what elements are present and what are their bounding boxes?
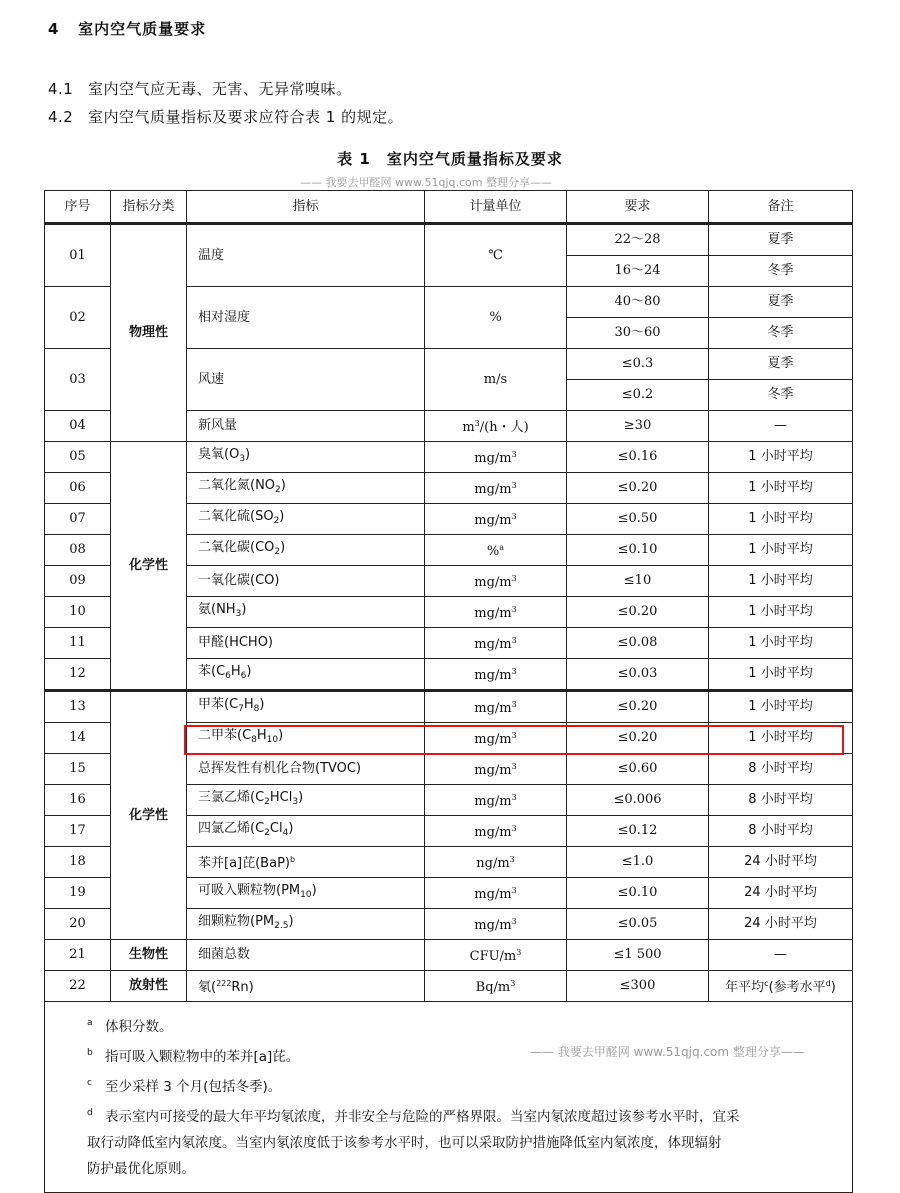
requirement: ≤0.20 xyxy=(567,597,709,628)
requirement: 40～80 xyxy=(567,287,709,318)
paragraph-4-1 xyxy=(48,78,352,99)
category-biological: 生物性 xyxy=(111,940,187,971)
category-physical: 物理性 xyxy=(111,224,187,442)
unit: %$^a$ xyxy=(425,535,567,566)
indicator-name: 甲苯$(C_7H_8)$ xyxy=(187,691,425,723)
requirement: ≤0.10 xyxy=(567,535,709,566)
paragraph-number: 4.1 xyxy=(48,80,74,98)
unit: $mg/m^3$ xyxy=(425,785,567,816)
row-no: 19 xyxy=(45,878,111,909)
requirement: ≤0.10 xyxy=(567,878,709,909)
unit: ℃ xyxy=(425,224,567,287)
table-row xyxy=(45,940,853,971)
indicator-name: 氡($^{222}$Rn) xyxy=(187,971,425,1002)
unit: $mg/m^3$ xyxy=(425,473,567,504)
row-no: 13 xyxy=(45,691,111,723)
requirement: ≤0.03 xyxy=(567,659,709,691)
remark: 1 小时平均 xyxy=(709,566,853,597)
footnote-b: b 指可吸入颗粒物中的苯并[a]芘。 xyxy=(87,1048,300,1065)
footnote-d-line-2: 取行动降低室内氡浓度。当室内氡浓度低于该参考水平时，也可以采取防护措施降低室内氡浓度，体现辐射 xyxy=(87,1135,722,1151)
row-no: 10 xyxy=(45,597,111,628)
remark: 1 小时平均 xyxy=(709,597,853,628)
header-requirement: 要求 xyxy=(567,191,709,224)
row-no: 08 xyxy=(45,535,111,566)
requirement: ≤1.0 xyxy=(567,847,709,878)
indicator-name: 氨$(NH_3)$ xyxy=(187,597,425,628)
watermark-top: —— 我要去甲醛网 www.51qjq.com 整理分享—— xyxy=(300,176,552,189)
indicator-name: 细菌总数 xyxy=(187,940,425,971)
unit: $mg/m^3$ xyxy=(425,597,567,628)
remark: 1 小时平均 xyxy=(709,473,853,504)
remark: 8 小时平均 xyxy=(709,754,853,785)
indicator-name: 总挥发性有机化合物(TVOC) xyxy=(187,754,425,785)
footnotes xyxy=(45,1002,853,1193)
remark: 年平均$^c$(参考水平$^d$) xyxy=(709,971,853,1002)
table-caption: 表 1 室内空气质量指标及要求 xyxy=(337,150,563,168)
indicator-name: 二甲苯$(C_8H_{10})$ xyxy=(187,723,425,754)
indicator-name: 新风量 xyxy=(187,411,425,442)
indicator-name: 二氧化硫$(SO_2)$ xyxy=(187,504,425,535)
requirement: ≤0.006 xyxy=(567,785,709,816)
remark: 夏季 xyxy=(709,349,853,380)
header-no: 序号 xyxy=(45,191,111,224)
requirement: ≤0.08 xyxy=(567,628,709,659)
requirement: ≥30 xyxy=(567,411,709,442)
row-no: 15 xyxy=(45,754,111,785)
requirement: ≤10 xyxy=(567,566,709,597)
row-no: 21 xyxy=(45,940,111,971)
remark: 8 小时平均 xyxy=(709,785,853,816)
indicator-name: 风速 xyxy=(187,349,425,411)
unit: $Bq/m^3$ xyxy=(425,971,567,1002)
unit: $mg/m^3$ xyxy=(425,628,567,659)
row-no: 16 xyxy=(45,785,111,816)
remark: 24 小时平均 xyxy=(709,878,853,909)
unit: $mg/m^3$ xyxy=(425,909,567,940)
footnote-a: a 体积分数。 xyxy=(87,1018,173,1035)
unit: $m^3/(h$・人) xyxy=(425,411,567,442)
paragraph-text: 室内空气质量指标及要求应符合表 1 的规定。 xyxy=(88,108,404,126)
unit: $mg/m^3$ xyxy=(425,816,567,847)
unit: $ng/m^3$ xyxy=(425,847,567,878)
row-no: 20 xyxy=(45,909,111,940)
table-row xyxy=(45,442,853,473)
requirement: ≤0.12 xyxy=(567,816,709,847)
requirement: ≤0.3 xyxy=(567,349,709,380)
table-row xyxy=(45,224,853,256)
remark: 1 小时平均 xyxy=(709,442,853,473)
requirement: ≤0.60 xyxy=(567,754,709,785)
table-header-row xyxy=(45,191,853,224)
category-chemical: 化学性 xyxy=(111,442,187,691)
row-no: 17 xyxy=(45,816,111,847)
row-no: 06 xyxy=(45,473,111,504)
remark: 1 小时平均 xyxy=(709,691,853,723)
watermark-bottom: —— 我要去甲醛网 www.51qjq.com 整理分享—— xyxy=(530,1045,805,1059)
remark: — xyxy=(709,940,853,971)
remark: 冬季 xyxy=(709,318,853,349)
paragraph-number: 4.2 xyxy=(48,108,74,126)
paragraph-text: 室内空气应无毒、无害、无异常嗅味。 xyxy=(88,80,352,98)
requirement: 30～60 xyxy=(567,318,709,349)
remark: 24 小时平均 xyxy=(709,847,853,878)
unit: $mg/m^3$ xyxy=(425,566,567,597)
indicator-name: 可吸入颗粒物$(PM_{10})$ xyxy=(187,878,425,909)
category-radioactive: 放射性 xyxy=(111,971,187,1002)
footnote-c: c 至少采样 3 个月(包括冬季)。 xyxy=(87,1078,282,1095)
unit: CFU/$m^3$ xyxy=(425,940,567,971)
remark: 1 小时平均 xyxy=(709,628,853,659)
requirement: ≤0.20 xyxy=(567,691,709,723)
paragraph-4-2 xyxy=(48,106,403,127)
unit: $mg/m^3$ xyxy=(425,754,567,785)
unit: $mg/m^3$ xyxy=(425,504,567,535)
unit: % xyxy=(425,287,567,349)
remark: 8 小时平均 xyxy=(709,816,853,847)
indicator-name: 一氧化碳(CO) xyxy=(187,566,425,597)
unit: $mg/m^3$ xyxy=(425,691,567,723)
category-chemical: 化学性 xyxy=(111,691,187,940)
unit: m/s xyxy=(425,349,567,411)
indicator-name: 苯并[a]芘(BaP)$^b$ xyxy=(187,847,425,878)
indicator-name: 甲醛(HCHO) xyxy=(187,628,425,659)
unit: $mg/m^3$ xyxy=(425,442,567,473)
footnote-d: d 表示室内可接受的最大年平均氡浓度，并非安全与危险的严格界限。当室内氡浓度超过该参考水平时，宜采 xyxy=(87,1108,740,1125)
row-no: 04 xyxy=(45,411,111,442)
header-remark: 备注 xyxy=(709,191,853,224)
row-no: 14 xyxy=(45,723,111,754)
row-no: 22 xyxy=(45,971,111,1002)
indicator-name: 相对湿度 xyxy=(187,287,425,349)
section-title-text: 室内空气质量要求 xyxy=(78,20,207,38)
requirement: ≤0.16 xyxy=(567,442,709,473)
unit: $mg/m^3$ xyxy=(425,723,567,754)
footnote-d-line-3: 防护最优化原则。 xyxy=(87,1161,195,1177)
table-row xyxy=(45,971,853,1002)
row-no: 02 xyxy=(45,287,111,349)
indicator-name: 二氧化碳$(CO_2)$ xyxy=(187,535,425,566)
row-no: 11 xyxy=(45,628,111,659)
requirement: ≤0.2 xyxy=(567,380,709,411)
remark: 夏季 xyxy=(709,287,853,318)
requirement: ≤0.20 xyxy=(567,473,709,504)
requirement: ≤0.50 xyxy=(567,504,709,535)
row-no: 07 xyxy=(45,504,111,535)
indicator-name: 细颗粒物$(PM_{2.5})$ xyxy=(187,909,425,940)
remark: 夏季 xyxy=(709,224,853,256)
footnotes-row xyxy=(45,1002,853,1193)
header-indicator: 指标 xyxy=(187,191,425,224)
row-no: 09 xyxy=(45,566,111,597)
requirement: ≤1 500 xyxy=(567,940,709,971)
requirement: ≤0.20 xyxy=(567,723,709,754)
indicator-name: 二氧化氮$(NO_2)$ xyxy=(187,473,425,504)
row-no: 01 xyxy=(45,224,111,287)
row-14-highlight-box xyxy=(184,725,844,755)
row-no: 18 xyxy=(45,847,111,878)
unit: $mg/m^3$ xyxy=(425,878,567,909)
remark: 1 小时平均 xyxy=(709,723,853,754)
remark: — xyxy=(709,411,853,442)
indicator-name: 臭氧$(O_3)$ xyxy=(187,442,425,473)
remark: 1 小时平均 xyxy=(709,504,853,535)
table-row xyxy=(45,691,853,723)
requirement: ≤0.05 xyxy=(567,909,709,940)
remark: 冬季 xyxy=(709,380,853,411)
header-category: 指标分类 xyxy=(111,191,187,224)
indicator-name: 温度 xyxy=(187,224,425,287)
unit: $mg/m^3$ xyxy=(425,659,567,691)
header-unit: 计量单位 xyxy=(425,191,567,224)
remark: 1 小时平均 xyxy=(709,535,853,566)
remark: 24 小时平均 xyxy=(709,909,853,940)
section-title xyxy=(48,18,206,39)
indicator-name: 苯$(C_6H_6)$ xyxy=(187,659,425,691)
requirement: ≤300 xyxy=(567,971,709,1002)
row-no: 03 xyxy=(45,349,111,411)
requirement: 16～24 xyxy=(567,256,709,287)
indicator-name: 四氯乙烯$(C_2Cl_4)$ xyxy=(187,816,425,847)
row-no: 05 xyxy=(45,442,111,473)
row-no: 12 xyxy=(45,659,111,691)
indicator-name: 三氯乙烯$(C_2HCl_3)$ xyxy=(187,785,425,816)
remark: 冬季 xyxy=(709,256,853,287)
requirement: 22～28 xyxy=(567,224,709,256)
remark: 1 小时平均 xyxy=(709,659,853,691)
section-number: 4 xyxy=(48,20,60,38)
